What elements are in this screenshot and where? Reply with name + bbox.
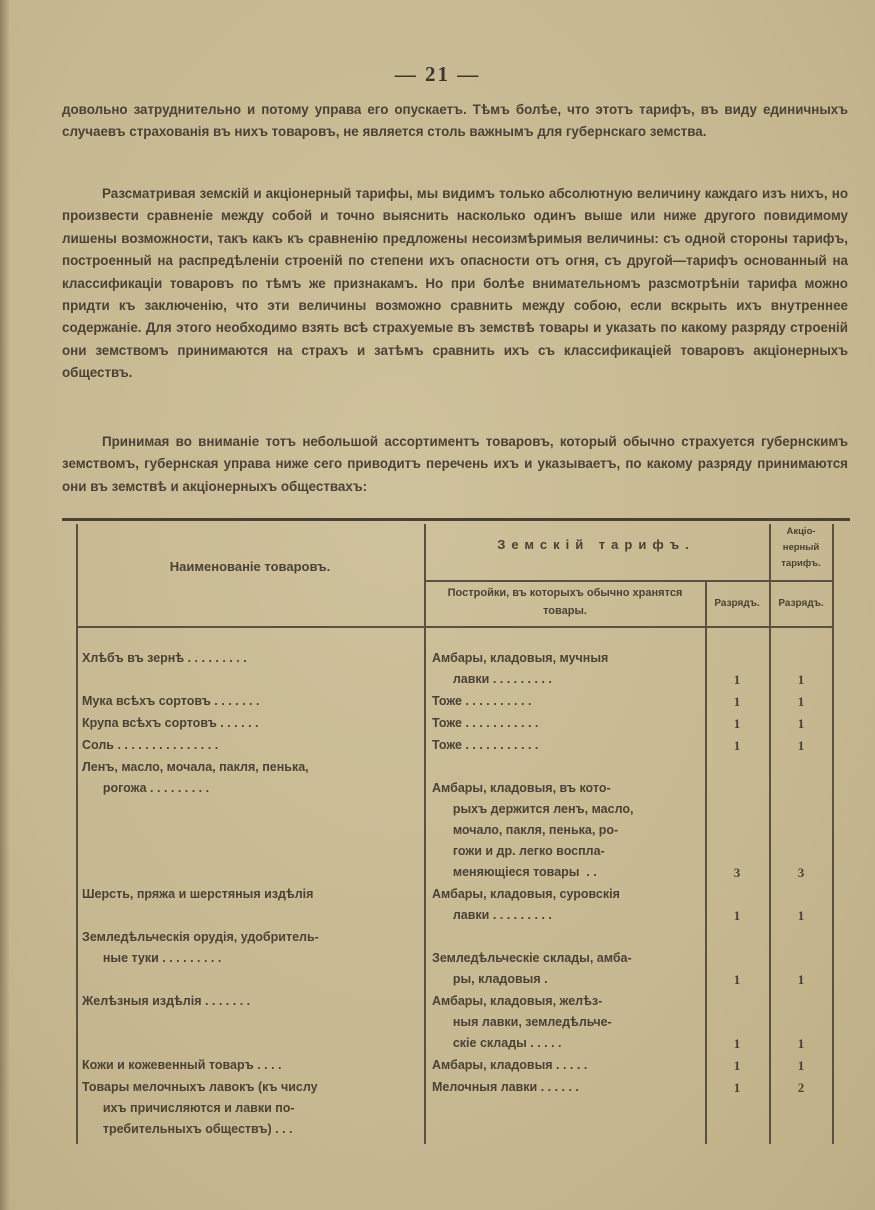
goods-name-cell: Желѣзныя издѣлія . . . . . . . (82, 994, 251, 1008)
goods-name-cell: Ленъ, масло, мочала, пакля, пенька, рогожа . . . . . . . . . (82, 760, 309, 795)
joint-stock-category-cell: 1 (797, 694, 805, 709)
header-buildings: Постройки, въ которыхъ обычно хранятся товары. (447, 587, 683, 617)
zemsky-category-cell: 1 (733, 1080, 741, 1095)
goods-name-cell: Кожи и кожевенный товаръ . . . . (82, 1058, 282, 1072)
building-cell: Амбары, кладовыя, мучныя лавки . . . . . . . . . (432, 651, 609, 686)
tariff-table (62, 518, 850, 1146)
header-zemsky-tariff: Земскій тарифъ. (497, 537, 695, 552)
joint-stock-category-cell: 1 (797, 738, 805, 753)
joint-stock-category-cell: 1 (797, 1036, 805, 1051)
zemsky-category-cell: 1 (733, 1058, 741, 1073)
zemsky-category-cell: 3 (733, 865, 741, 880)
building-cell: Амбары, кладовыя, желѣз- ныя лавки, земледѣльче- скіе склады . . . . . (432, 994, 612, 1050)
joint-stock-category-cell: 1 (797, 972, 805, 987)
building-cell: Тоже . . . . . . . . . . . (432, 716, 539, 730)
goods-name-cell: Крупа всѣхъ сортовъ . . . . . . (82, 716, 259, 730)
zemsky-category-cell: 1 (733, 738, 741, 753)
zemsky-category-cell: 1 (733, 908, 741, 923)
goods-name-cell: Соль . . . . . . . . . . . . . . . (82, 738, 219, 752)
column-divider (424, 524, 426, 1144)
building-cell: Тоже . . . . . . . . . . (432, 694, 532, 708)
goods-name-cell: Хлѣбъ въ зернѣ . . . . . . . . . (82, 651, 247, 665)
building-cell: Амбары, кладовыя, суровскія лавки . . . . . . . . . (432, 887, 620, 922)
paragraph-2 (62, 183, 848, 385)
header-bottom-rule (76, 626, 834, 628)
zemsky-category-cell: 1 (733, 716, 741, 731)
paragraph-3-text: Принимая во вниманіе тотъ небольшой ассортиментъ товаровъ, который обычно страхуется губернскимъ земствомъ, губернская управа ниже сего приводитъ перечень ихъ и указываетъ, по какому разряду принимаются они въ земствѣ и акціонерныхъ обществахъ: (62, 434, 848, 494)
joint-stock-category-cell: 1 (797, 716, 805, 731)
building-cell: Амбары, кладовыя, въ кото- рыхъ держится ленъ, масло, мочало, пакля, пенька, ро- гожи и др. легко воспла- меняющіеся товары . . (432, 781, 634, 879)
zemsky-category-cell: 1 (733, 972, 741, 987)
joint-stock-category-cell: 1 (797, 908, 805, 923)
goods-name-cell: Земледѣльческія орудія, удобритель- ные туки . . . . . . . . . (82, 930, 319, 965)
table-top-rule (62, 518, 850, 521)
building-cell: Тоже . . . . . . . . . . . (432, 738, 539, 752)
column-divider (705, 580, 707, 1144)
paragraph-1-text: довольно затруднительно и потому управа его опускаетъ. Тѣмъ болѣе, что этотъ тарифъ, въ виду единичныхъ случаевъ страхованія въ нихъ товаровъ, не является столь важнымъ для губернскаго земства. (62, 102, 848, 140)
goods-name-cell: Шерсть, пряжа и шерстяныя издѣлія (82, 887, 314, 901)
header-goods-name: Наименованіе товаровъ. (169, 559, 331, 574)
column-divider (769, 524, 771, 1144)
zemsky-category-cell: 1 (733, 672, 741, 687)
joint-stock-category-cell: 3 (797, 865, 805, 880)
building-cell: Земледѣльческіе склады, амба- ры, кладовыя . (432, 951, 632, 986)
joint-stock-category-cell: 2 (797, 1080, 805, 1095)
paragraph-2-text: Разсматривая земскій и акціонерный тарифы, мы видимъ только абсолютную величину каждаго изъ нихъ, но произвести сравненіе между собой и точно выяснить насколько одинъ выше или ниже другого повидимому лишены возможности, такъ какъ къ сравненію предложены несоизмѣримыя величины: съ одной стороны тарифъ, построенный на распредѣленіи строеній по степени ихъ опасности отъ огня, съ другой—тарифъ основанный на классификаціи товаровъ по тѣмъ же признакамъ. Но при болѣе внимательномъ разсмотрѣніи тарифа можно придти къ заключенію, что эти величины возможно сравнить между собою, если вскрыть ихъ внутреннее содержаніе. Для этого необходимо взять всѣ страхуемые въ земствѣ товары и указать по какому разряду строеній они земствомъ принимаются на страхъ и затѣмъ сравнить ихъ съ классификаціей товаровъ акціонерныхъ обществъ. (62, 186, 848, 381)
header-category-joint: Разрядъ. (778, 598, 824, 609)
building-cell: Мелочныя лавки . . . . . . (432, 1080, 579, 1094)
page-number: — 21 — (394, 62, 481, 86)
header-category-zemsky: Разрядъ. (714, 598, 760, 609)
joint-stock-category-cell: 1 (797, 1058, 805, 1073)
page-edge-shadow (0, 0, 10, 1210)
zemsky-category-cell: 1 (733, 694, 741, 709)
building-cell: Амбары, кладовыя . . . . . (432, 1058, 588, 1072)
zemsky-category-cell: 1 (733, 1036, 741, 1051)
joint-stock-category-cell: 1 (797, 672, 805, 687)
table-left-border (76, 524, 78, 1144)
paragraph-3 (62, 431, 848, 498)
goods-name-cell: Товары мелочныхъ лавокъ (къ числу ихъ причисляются и лавки по- требительныхъ обществъ) . . . (82, 1080, 318, 1136)
table-right-border (832, 524, 834, 1144)
paragraph-1 (62, 99, 848, 144)
goods-name-cell: Мука всѣхъ сортовъ . . . . . . . (82, 694, 260, 708)
header-joint-stock-tariff: Акціо- нерный тарифъ. (781, 526, 821, 569)
header-subdivider (424, 580, 834, 582)
